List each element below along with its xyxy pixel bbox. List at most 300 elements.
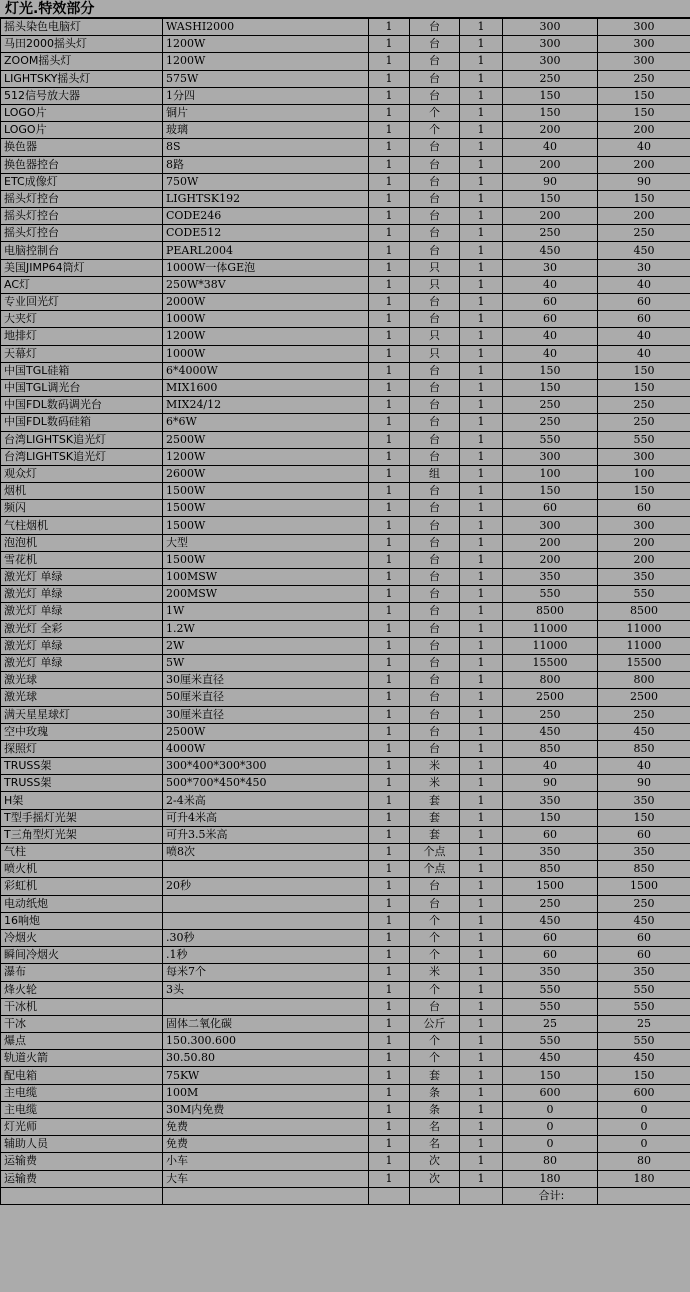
- cell-unit-price: 200: [503, 208, 598, 225]
- cell-qty: 1: [369, 500, 410, 517]
- cell-unit: 台: [410, 242, 460, 259]
- cell-item-name: 16响炮: [1, 912, 163, 929]
- cell-spec: 铜片: [163, 104, 369, 121]
- table-row: [1, 861, 690, 878]
- cell-spec: 250W*38V: [163, 276, 369, 293]
- cell-item-name: 中国FDL数码硅箱: [1, 414, 163, 431]
- cell-item-name: 雪花机: [1, 551, 163, 568]
- cell-spec: 50厘米直径: [163, 689, 369, 706]
- cell-spec: 1200W: [163, 53, 369, 70]
- cell-amount: 350: [598, 792, 690, 809]
- cell-qty: 1: [369, 70, 410, 87]
- cell-spec: 75KW: [163, 1067, 369, 1084]
- cell-spec: 5W: [163, 654, 369, 671]
- cell-spec: 1000W: [163, 311, 369, 328]
- cell-spec: 2-4米高: [163, 792, 369, 809]
- cell-days: 1: [460, 311, 503, 328]
- cell-spec: 1500W: [163, 500, 369, 517]
- cell-days: 1: [460, 1067, 503, 1084]
- table-row: [1, 912, 690, 929]
- cell-amount: 200: [598, 208, 690, 225]
- cell-unit: 只: [410, 276, 460, 293]
- cell-amount: 200: [598, 534, 690, 551]
- cell-amount: 150: [598, 190, 690, 207]
- cell-spec: 3头: [163, 981, 369, 998]
- cell-unit: 台: [410, 706, 460, 723]
- cell-unit-price: 8500: [503, 603, 598, 620]
- table-row: [1, 826, 690, 843]
- cell-amount: 200: [598, 122, 690, 139]
- cell-unit: 台: [410, 569, 460, 586]
- cell-unit-price: 180: [503, 1170, 598, 1187]
- cell-item-name: 配电箱: [1, 1067, 163, 1084]
- cell-amount: 90: [598, 173, 690, 190]
- cell-unit: 套: [410, 809, 460, 826]
- table-row: [1, 706, 690, 723]
- cell-days: 1: [460, 654, 503, 671]
- cell-unit-price: 300: [503, 19, 598, 36]
- cell-spec: MIX24/12: [163, 397, 369, 414]
- cell-unit-price: 450: [503, 242, 598, 259]
- cell-spec: 小车: [163, 1153, 369, 1170]
- cell-qty: 1: [369, 1033, 410, 1050]
- table-row: [1, 551, 690, 568]
- cell-amount: 100: [598, 465, 690, 482]
- cell-unit-price: 300: [503, 448, 598, 465]
- cell-unit-price: 350: [503, 844, 598, 861]
- cell-qty: 1: [369, 878, 410, 895]
- cell-unit: 条: [410, 1101, 460, 1118]
- cell-amount: 30: [598, 259, 690, 276]
- cell-qty: 1: [369, 654, 410, 671]
- table-row: [1, 929, 690, 946]
- cell-item-name: ETC成像灯: [1, 173, 163, 190]
- table-row: [1, 139, 690, 156]
- cell-qty: 1: [369, 895, 410, 912]
- cell-item-name: 满天星星球灯: [1, 706, 163, 723]
- table-row: [1, 104, 690, 121]
- cell-unit: 台: [410, 190, 460, 207]
- table-row: [1, 586, 690, 603]
- cell-days: 1: [460, 173, 503, 190]
- cell-qty: 1: [369, 36, 410, 53]
- cell-spec: 1000W: [163, 345, 369, 362]
- cell-amount: 600: [598, 1084, 690, 1101]
- table-row: [1, 654, 690, 671]
- cell-amount: 80: [598, 1153, 690, 1170]
- cell-item-name: 瞬间冷烟火: [1, 947, 163, 964]
- cell-amount: 250: [598, 70, 690, 87]
- table-row: [1, 414, 690, 431]
- cell-qty: 1: [369, 1050, 410, 1067]
- cell-spec: 免费: [163, 1136, 369, 1153]
- cell-amount: 250: [598, 895, 690, 912]
- cell-amount: 250: [598, 414, 690, 431]
- cell-spec: 2600W: [163, 465, 369, 482]
- table-row: [1, 53, 690, 70]
- cell-unit-price: 40: [503, 139, 598, 156]
- cell-item-name: 512信号放大器: [1, 87, 163, 104]
- cell-unit: 台: [410, 517, 460, 534]
- table-row: [1, 465, 690, 482]
- cell-unit-price: 150: [503, 362, 598, 379]
- cell-unit: 个: [410, 981, 460, 998]
- cell-spec: 固体二氧化碳: [163, 1015, 369, 1032]
- cell-unit: 个: [410, 912, 460, 929]
- cell-unit: 个点: [410, 844, 460, 861]
- cell-spec: 100MSW: [163, 569, 369, 586]
- cell-unit: 台: [410, 311, 460, 328]
- cell-unit: 台: [410, 19, 460, 36]
- cell-qty: 1: [369, 259, 410, 276]
- cell-amount: 300: [598, 517, 690, 534]
- cell-days: 1: [460, 465, 503, 482]
- cell-item-name: 电动纸炮: [1, 895, 163, 912]
- cell-amount: 15500: [598, 654, 690, 671]
- table-row: [1, 758, 690, 775]
- table-row: [1, 517, 690, 534]
- cell-days: 1: [460, 139, 503, 156]
- cell-unit-price: 150: [503, 190, 598, 207]
- table-row: [1, 87, 690, 104]
- cell-qty: 1: [369, 1067, 410, 1084]
- total-label: 合计:: [503, 1187, 598, 1204]
- table-row: [1, 1015, 690, 1032]
- table-row: [1, 637, 690, 654]
- cell-days: 1: [460, 208, 503, 225]
- cell-item-name: T型手摇灯光架: [1, 809, 163, 826]
- cell-qty: 1: [369, 362, 410, 379]
- cell-amount: 11000: [598, 637, 690, 654]
- cell-unit: 台: [410, 998, 460, 1015]
- table-row: [1, 1101, 690, 1118]
- cell-amount: 40: [598, 345, 690, 362]
- cell-spec: 1分四: [163, 87, 369, 104]
- cell-item-name: 频闪: [1, 500, 163, 517]
- cell-unit: 台: [410, 397, 460, 414]
- cell-qty: 1: [369, 1015, 410, 1032]
- cell-item-name: 中国FDL数码调光台: [1, 397, 163, 414]
- cell-item-name: 主电缆: [1, 1101, 163, 1118]
- table-row: [1, 70, 690, 87]
- cell-qty: 1: [369, 53, 410, 70]
- cell-unit: 台: [410, 36, 460, 53]
- cell-spec: 200MSW: [163, 586, 369, 603]
- cell-amount: 0: [598, 1119, 690, 1136]
- cell-item-name: 摇头灯控台: [1, 190, 163, 207]
- cell-qty: 1: [369, 929, 410, 946]
- cell-unit-price: 60: [503, 947, 598, 964]
- cell-qty: 1: [369, 1119, 410, 1136]
- cell-unit: 米: [410, 964, 460, 981]
- cell-item-name: 瀑布: [1, 964, 163, 981]
- cell-spec: 750W: [163, 173, 369, 190]
- cell-days: 1: [460, 620, 503, 637]
- cell-days: 1: [460, 242, 503, 259]
- cell-spec: .30秒: [163, 929, 369, 946]
- cell-days: 1: [460, 809, 503, 826]
- cell-amount: 0: [598, 1101, 690, 1118]
- cell-unit: 台: [410, 294, 460, 311]
- cell-qty: 1: [369, 826, 410, 843]
- cell-days: 1: [460, 483, 503, 500]
- cell-spec: .1秒: [163, 947, 369, 964]
- cell-amount: 0: [598, 1136, 690, 1153]
- cell-amount: 8500: [598, 603, 690, 620]
- cell-unit: 台: [410, 620, 460, 637]
- cell-unit-price: 250: [503, 225, 598, 242]
- cell-unit-price: 350: [503, 964, 598, 981]
- cell-days: 1: [460, 912, 503, 929]
- cell-qty: 1: [369, 397, 410, 414]
- cell-unit: 台: [410, 156, 460, 173]
- cell-amount: 150: [598, 104, 690, 121]
- table-row: [1, 397, 690, 414]
- cell-days: 1: [460, 448, 503, 465]
- cell-days: 1: [460, 431, 503, 448]
- cell-days: 1: [460, 1170, 503, 1187]
- cell-qty: 1: [369, 276, 410, 293]
- cell-days: 1: [460, 998, 503, 1015]
- table-row: [1, 672, 690, 689]
- table-row: [1, 1084, 690, 1101]
- cell-amount: 11000: [598, 620, 690, 637]
- cell-days: 1: [460, 1084, 503, 1101]
- cell-spec: 4000W: [163, 740, 369, 757]
- cell-unit-price: 450: [503, 1050, 598, 1067]
- cell-days: 1: [460, 723, 503, 740]
- cell-unit: 台: [410, 740, 460, 757]
- cell-amount: 150: [598, 483, 690, 500]
- cell-days: 1: [460, 861, 503, 878]
- cell-unit: 组: [410, 465, 460, 482]
- cell-item-name: 激光球: [1, 672, 163, 689]
- cell-item-name: 干冰: [1, 1015, 163, 1032]
- table-row: [1, 723, 690, 740]
- cell-unit-price: 150: [503, 379, 598, 396]
- cell-days: 1: [460, 844, 503, 861]
- cell-unit-price: 0: [503, 1136, 598, 1153]
- cell-item-name: LOGO片: [1, 104, 163, 121]
- cell-unit-price: 80: [503, 1153, 598, 1170]
- cell-qty: 1: [369, 173, 410, 190]
- cell-days: 1: [460, 792, 503, 809]
- table-row: [1, 431, 690, 448]
- cell-amount: 550: [598, 431, 690, 448]
- cell-qty: 1: [369, 122, 410, 139]
- table-row: [1, 1033, 690, 1050]
- cell-days: 1: [460, 947, 503, 964]
- cell-unit-price: 60: [503, 294, 598, 311]
- cell-spec: 20秒: [163, 878, 369, 895]
- cell-spec: 大型: [163, 534, 369, 551]
- total-cell: [1, 1187, 163, 1204]
- cell-unit: 台: [410, 379, 460, 396]
- cell-unit-price: 11000: [503, 620, 598, 637]
- cell-qty: 1: [369, 483, 410, 500]
- cell-amount: 550: [598, 1033, 690, 1050]
- cell-qty: 1: [369, 775, 410, 792]
- cell-qty: 1: [369, 603, 410, 620]
- cell-unit: 条: [410, 1084, 460, 1101]
- cell-qty: 1: [369, 569, 410, 586]
- total-cell: [460, 1187, 503, 1204]
- section-title: 灯光.特效部分: [0, 0, 690, 18]
- total-row: [1, 1187, 690, 1204]
- cell-amount: 180: [598, 1170, 690, 1187]
- cell-unit: 台: [410, 672, 460, 689]
- cell-amount: 150: [598, 1067, 690, 1084]
- cell-amount: 850: [598, 861, 690, 878]
- cell-unit-price: 300: [503, 517, 598, 534]
- cell-days: 1: [460, 569, 503, 586]
- table-row: [1, 603, 690, 620]
- cell-unit: 台: [410, 551, 460, 568]
- cell-qty: 1: [369, 551, 410, 568]
- cell-unit: 台: [410, 173, 460, 190]
- cell-days: 1: [460, 294, 503, 311]
- cell-amount: 150: [598, 362, 690, 379]
- total-cell: [163, 1187, 369, 1204]
- cell-amount: 350: [598, 844, 690, 861]
- cell-spec: 1200W: [163, 328, 369, 345]
- cell-item-name: 空中玫瑰: [1, 723, 163, 740]
- cell-qty: 1: [369, 225, 410, 242]
- cell-days: 1: [460, 414, 503, 431]
- cell-days: 1: [460, 551, 503, 568]
- cell-qty: 1: [369, 912, 410, 929]
- cell-amount: 550: [598, 586, 690, 603]
- cell-unit-price: 550: [503, 981, 598, 998]
- table-row: [1, 1119, 690, 1136]
- cell-item-name: LIGHTSKY摇头灯: [1, 70, 163, 87]
- cell-spec: 2000W: [163, 294, 369, 311]
- cell-amount: 40: [598, 328, 690, 345]
- cell-days: 1: [460, 53, 503, 70]
- cell-days: 1: [460, 1119, 503, 1136]
- cell-item-name: 电脑控制台: [1, 242, 163, 259]
- cell-spec: 1200W: [163, 448, 369, 465]
- cell-unit: 只: [410, 328, 460, 345]
- cell-item-name: 喷火机: [1, 861, 163, 878]
- cell-item-name: 探照灯: [1, 740, 163, 757]
- cell-unit: 台: [410, 500, 460, 517]
- cell-days: 1: [460, 259, 503, 276]
- cell-amount: 450: [598, 1050, 690, 1067]
- cell-unit-price: 550: [503, 431, 598, 448]
- cell-item-name: 摇头染色电脑灯: [1, 19, 163, 36]
- cell-unit-price: 90: [503, 173, 598, 190]
- cell-unit: 台: [410, 895, 460, 912]
- cell-spec: 300*400*300*300: [163, 758, 369, 775]
- table-row: [1, 448, 690, 465]
- cell-spec: 2500W: [163, 431, 369, 448]
- cell-unit: 台: [410, 689, 460, 706]
- cell-unit-price: 300: [503, 53, 598, 70]
- cell-item-name: 烟机: [1, 483, 163, 500]
- cell-qty: 1: [369, 242, 410, 259]
- cell-unit-price: 250: [503, 414, 598, 431]
- cell-unit: 个: [410, 1033, 460, 1050]
- cell-unit-price: 600: [503, 1084, 598, 1101]
- cell-qty: 1: [369, 345, 410, 362]
- cell-qty: 1: [369, 1084, 410, 1101]
- cell-days: 1: [460, 775, 503, 792]
- cell-unit: 台: [410, 586, 460, 603]
- cell-unit-price: 200: [503, 534, 598, 551]
- cell-item-name: 主电缆: [1, 1084, 163, 1101]
- cell-amount: 450: [598, 723, 690, 740]
- cell-qty: 1: [369, 294, 410, 311]
- cell-unit: 只: [410, 259, 460, 276]
- cell-qty: 1: [369, 637, 410, 654]
- cell-unit-price: 150: [503, 1067, 598, 1084]
- cell-spec: WASHI2000: [163, 19, 369, 36]
- cell-unit: 次: [410, 1170, 460, 1187]
- cell-unit: 台: [410, 431, 460, 448]
- cell-days: 1: [460, 379, 503, 396]
- cell-spec: 150.300.600: [163, 1033, 369, 1050]
- cell-unit: 个: [410, 929, 460, 946]
- cell-unit-price: 30: [503, 259, 598, 276]
- table-row: [1, 569, 690, 586]
- cell-item-name: 大夹灯: [1, 311, 163, 328]
- table-row: [1, 36, 690, 53]
- cell-spec: 1500W: [163, 483, 369, 500]
- cell-amount: 60: [598, 947, 690, 964]
- cell-unit-price: 200: [503, 122, 598, 139]
- cell-item-name: 激光灯 单绿: [1, 603, 163, 620]
- cell-item-name: TRUSS架: [1, 775, 163, 792]
- cell-item-name: 换色器控台: [1, 156, 163, 173]
- cell-qty: 1: [369, 1136, 410, 1153]
- cell-amount: 250: [598, 706, 690, 723]
- cell-days: 1: [460, 929, 503, 946]
- cell-spec: 2500W: [163, 723, 369, 740]
- cell-spec: [163, 861, 369, 878]
- cell-item-name: 彩虹机: [1, 878, 163, 895]
- cell-unit-price: 150: [503, 809, 598, 826]
- cell-spec: 6*4000W: [163, 362, 369, 379]
- cell-amount: 60: [598, 826, 690, 843]
- cell-item-name: 激光灯 全彩: [1, 620, 163, 637]
- cell-unit-price: 40: [503, 758, 598, 775]
- cell-unit: 台: [410, 654, 460, 671]
- cell-amount: 350: [598, 569, 690, 586]
- cell-qty: 1: [369, 792, 410, 809]
- cell-item-name: LOGO片: [1, 122, 163, 139]
- cell-amount: 40: [598, 139, 690, 156]
- cell-qty: 1: [369, 964, 410, 981]
- cell-item-name: 灯光师: [1, 1119, 163, 1136]
- cell-unit: 次: [410, 1153, 460, 1170]
- cell-days: 1: [460, 397, 503, 414]
- cell-spec: 可升4米高: [163, 809, 369, 826]
- cell-unit-price: 1500: [503, 878, 598, 895]
- cell-item-name: T三角型灯光架: [1, 826, 163, 843]
- cell-unit: 个: [410, 122, 460, 139]
- cell-qty: 1: [369, 379, 410, 396]
- cell-days: 1: [460, 225, 503, 242]
- cell-days: 1: [460, 328, 503, 345]
- cell-unit-price: 60: [503, 826, 598, 843]
- table-row: [1, 895, 690, 912]
- cell-item-name: 泡泡机: [1, 534, 163, 551]
- cell-qty: 1: [369, 534, 410, 551]
- cell-days: 1: [460, 1050, 503, 1067]
- cell-amount: 60: [598, 929, 690, 946]
- cell-unit: 公斤: [410, 1015, 460, 1032]
